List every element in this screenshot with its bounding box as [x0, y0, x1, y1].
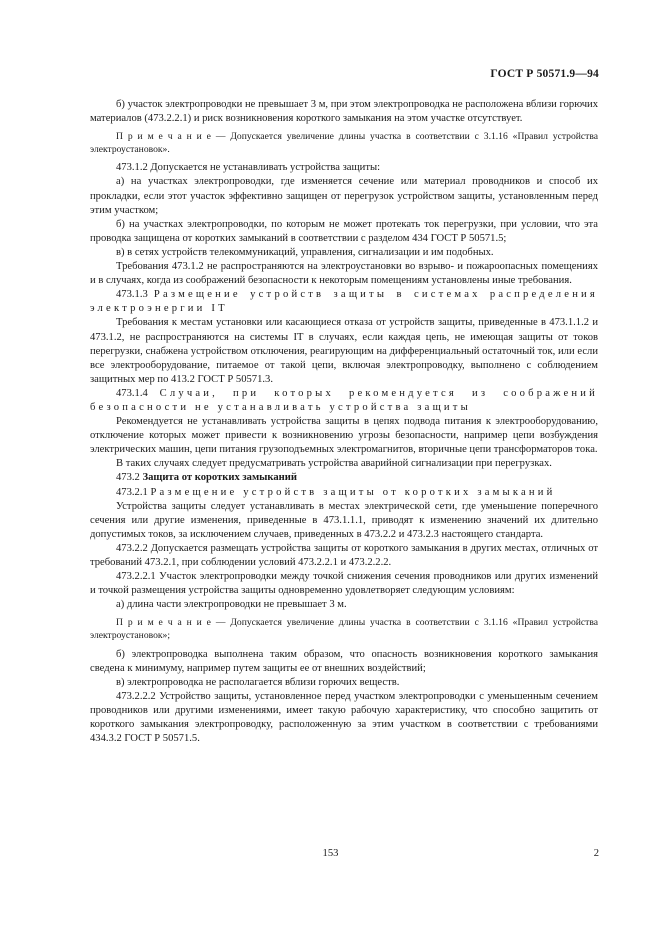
paragraph: В таких случаях следует предусматривать устройства аварийной сигнализации при перегрузках.: [116, 458, 552, 470]
paragraph: в) электропроводка не располагается вблизи горючих веществ.: [116, 676, 400, 688]
section-heading: [90, 387, 598, 415]
paragraph: в) в сетях устройств телекоммуникаций, управления, сигнализации и им подобных.: [116, 246, 494, 258]
page-number: 153: [322, 848, 339, 859]
paragraph: 473.2.2.1 Участок электропроводки между точкой снижения сечения проводников или других изменений и точкой размещения устройства защиты одновременно удовлетворяет следующим условиям:: [90, 571, 598, 597]
paragraph: 473.2.2 Допускается размещать устройства защиты от короткого замыкания в других местах, отличных от требований 473.2.1, при соблюдении условий 473.2.2.1 и 473.2.2.2.: [90, 542, 598, 568]
section-number: 473.1.4: [116, 387, 148, 399]
section-heading: [90, 471, 598, 485]
note: [90, 617, 598, 642]
note-text: — Допускается увеличение длины участка в соответствии с 3.1.16 «Правил устройства электроустановок»;: [90, 617, 599, 641]
paragraph: б) электропроводка выполнена таким образом, что опасность возникновения короткого замыкания сведена к минимуму, например путем защиты ее от внешних воздействий;: [90, 648, 598, 674]
paragraph: Устройства защиты следует устанавливать в местах электрической сети, где уменьшение поперечного сечения или другие изменения, приведенные в 473.1.1.1, приводят к изменению значений их длительно допустимых токов, за исключением случаев, приведенных в 473.2.2 и 473.2.3 настоящего стандарта.: [90, 500, 598, 540]
paragraph: а) на участках электропроводки, где изменяется сечение или материал проводников и способ их прокладки, если этот участок эффективно защищен от перегрузок устройством защиты, установленным перед этим участком;: [90, 176, 598, 216]
section-title: Защита от коротких замыканий: [142, 472, 297, 484]
note-label: П р и м е ч а н и е: [116, 617, 211, 629]
section-heading: [90, 288, 598, 316]
section-number: 473.1.3: [116, 289, 148, 301]
paragraph: 473.1.2 Допускается не устанавливать устройства защиты:: [116, 162, 381, 174]
paragraph: Требования к местам установки или касающиеся отказа от устройств защиты, приведенные в 473.1.1.2 и 473.1.2, не распространяются на системы IT в случаях, если каждая цепь, не имеющая защиты от токов перегрузки, снабжена устройством отключения, реагирующим на дифференциальный остаточный ток, или если все электрооборудование, питаемое от такой цепи, включая электропроводку, выполнено с соблюдением защитных мер по 413.2 ГОСТ Р 50571.3.: [90, 317, 598, 385]
sheet-number: 2: [593, 848, 599, 859]
paragraph: Требования 473.1.2 не распространяются на электроустановки во взрыво- и пожароопасных помещениях и в случаях, когда из соображений безопасности к некоторым помещениям установлены иные требования.: [90, 261, 598, 287]
note: [90, 131, 598, 156]
document-body: [90, 98, 598, 746]
document-code: ГОСТ Р 50571.9—94: [490, 68, 599, 80]
note-label: П р и м е ч а н и е: [116, 131, 211, 143]
paragraph: б) участок электропроводки не превышает 3 м, при этом электропроводка не расположена вблизи горючих материалов (473.2.2.1) и риск возникновения короткого замыкания на этом участке отсутствует.: [90, 99, 598, 125]
section-title: Размещение устройств защиты от коротких замыканий: [150, 486, 556, 498]
paragraph: а) длина части электропроводки не превышает 3 м.: [116, 599, 347, 611]
paragraph: Рекомендуется не устанавливать устройства защиты в цепях подвода питания к электрооборудованию, отключение которых может привести к возникновению угрозы безопасности, например цепи возбуждения электрических машин, цепи питания грузоподъемных электромагнитов, вторичные цепи трансформаторов тока.: [90, 416, 598, 456]
note-text: — Допускается увеличение длины участка в соответствии с 3.1.16 «Правил устройства электроустановок».: [90, 131, 599, 155]
paragraph: б) на участках электропроводки, по которым не может протекать ток перегрузки, при условии, что эта проводка защищена от коротких замыканий в соответствии с разделом 434 ГОСТ Р 50571.5;: [90, 218, 598, 244]
paragraph: 473.2.2.2 Устройство защиты, установленное перед участком электропроводки с уменьшенным сечением проводников или другими изменениями, имеет такую рабочую характеристику, что способно защитить от короткого замыкания электропроводку, расположенную за этим участком в соответствии с требованиями 434.3.2 ГОСТ Р 50571.5.: [90, 690, 598, 745]
section-number: 473.2.1: [116, 486, 148, 498]
section-number: 473.2: [116, 472, 140, 484]
section-title: Размещение устройств защиты в системах распределения электроэнергии IT: [90, 289, 598, 315]
section-title: Случаи, при которых рекомендуется из соображений безопасности не устанавливать устройства защиты: [90, 387, 598, 413]
section-heading: [90, 486, 598, 500]
